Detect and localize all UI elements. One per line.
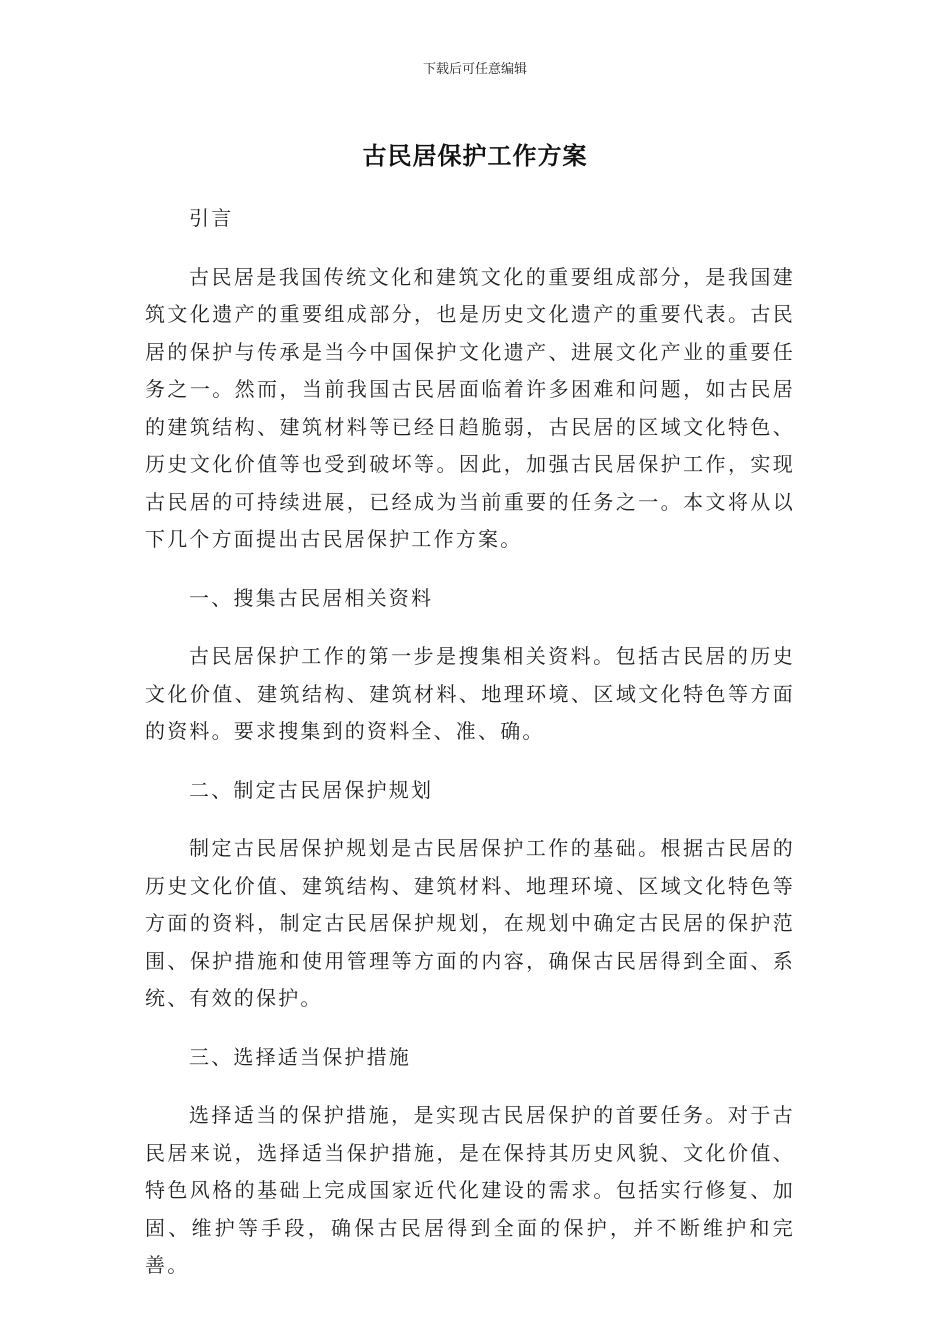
intro-heading: 引言: [189, 206, 234, 230]
section-1-paragraph: 古民居保护工作的第一步是搜集相关资料。包括古民居的历史文化价值、建筑结构、建筑材料、地理环境、区域文化特色等方面的资料。要求搜集到的资料全、准、确。: [145, 644, 795, 743]
header-note: 下载后可任意编辑: [422, 62, 527, 77]
section-1-heading: 一、搜集古民居相关资料: [189, 585, 434, 610]
document-body: [145, 200, 795, 1306]
document-title: 古民居保护工作方案: [362, 142, 588, 170]
section-2-paragraph: 制定古民居保护规划是古民居保护工作的基础。根据古民居的历史文化价值、建筑结构、建筑材料、地理环境、区域文化特色等方面的资料，制定古民居保护规划，在规划中确定古民居的保护范围、保护措施和使用管理等方面的内容，确保古民居得到全面、系统、有效的保护。: [145, 836, 795, 1010]
section-3-heading: 三、选择适当保护措施: [189, 1044, 411, 1069]
section-2-heading: 二、制定古民居保护规划: [189, 777, 434, 802]
section-3-paragraph: 选择适当的保护措施，是实现古民居保护的首要任务。对于古民居来说，选择适当保护措施，是在保持其历史风貌、文化价值、特色风格的基础上完成国家近代化建设的需求。包括实行修复、加固、维护等手段，确保古民居得到全面的保护，并不断维护和完善。: [145, 1103, 795, 1277]
intro-paragraph: 古民居是我国传统文化和建筑文化的重要组成部分，是我国建筑文化遗产的重要组成部分，也是历史文化遗产的重要代表。古民居的保护与传承是当今中国保护文化遗产、进展文化产业的重要任务之一。然而，当前我国古民居面临着许多困难和问题，如古民居的建筑结构、建筑材料等已经日趋脆弱，古民居的区域文化特色、历史文化价值等也受到破坏等。因此，加强古民居保护工作，实现古民居的可持续进展，已经成为当前重要的任务之一。本文将从以下几个方面提出古民居保护工作方案。: [145, 264, 795, 551]
